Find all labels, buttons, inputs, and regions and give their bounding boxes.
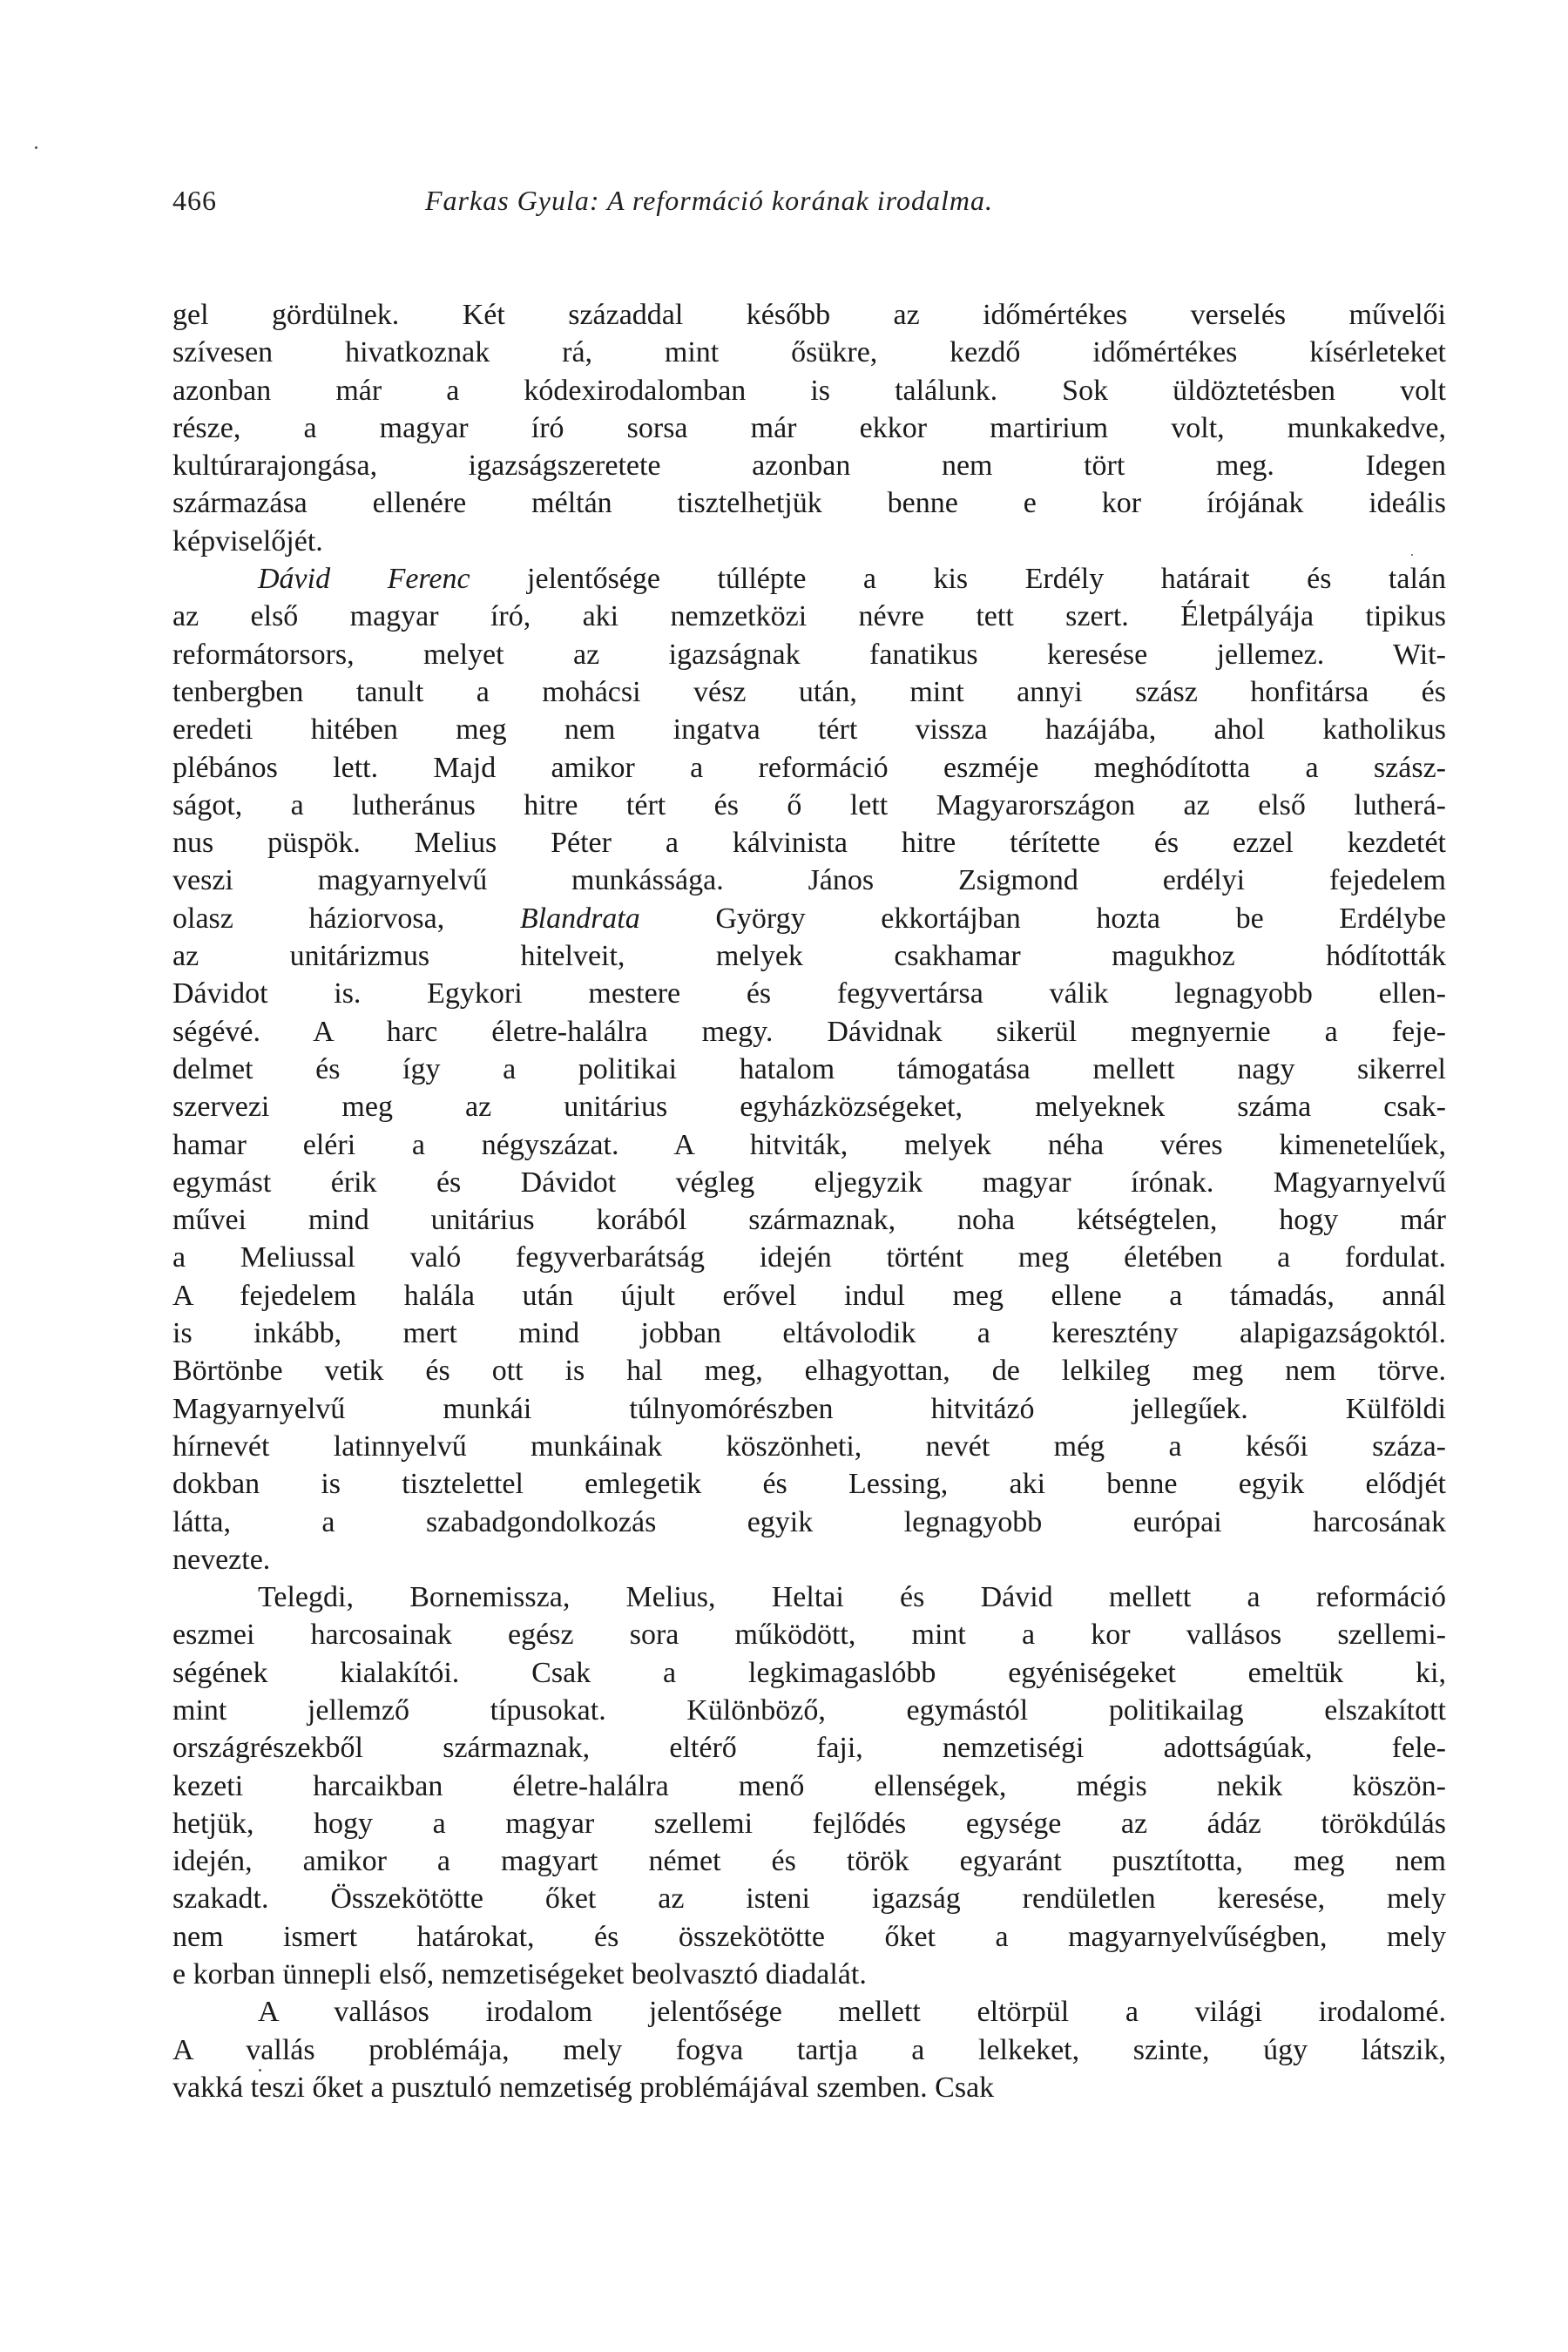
text-line — [172, 560, 1446, 598]
text-line: országrészekből származnak, eltérő faji, nemzetiségi adottságúak, fele- — [172, 1732, 1446, 1765]
text-line: képviselőjét. — [172, 524, 323, 558]
running-head: Farkas Gyula: A reformáció korának irodalma. — [425, 185, 993, 216]
text-line: látta, a szabadgondolkozás egyik legnagyobb európai harcosának — [172, 1505, 1446, 1538]
text-line: az első magyar író, aki nemzetközi névre tett szert. Életpályája tipikus — [172, 600, 1446, 633]
text-line: kezeti harcaikban életre-halálra menő ellenségek, mégis nekik köszön- — [172, 1769, 1446, 1802]
text-line: kultúrarajongása, igazságszeretete azonban nem tört meg. Idegen — [172, 449, 1446, 483]
text-line: e korban ünnepli első, nemzetiségeket beolvasztó diadalát. — [172, 1958, 867, 1991]
scan-speck — [1411, 554, 1413, 556]
text-line: dokban is tisztelettel emlegetik és Lessing, aki benne egyik elődjét — [172, 1468, 1446, 1501]
text-line: ságot, a lutheránus hitre tért és ő lett Magyarországon az első lutherá- — [172, 788, 1446, 821]
text-line: szervezi meg az unitárius egyházközségeket, melyeknek száma csak- — [172, 1091, 1446, 1124]
text-line: a Meliussal való fegyverbarátság idején történt meg életében a fordulat. — [172, 1241, 1446, 1274]
text-line: vakká teszi őket a pusztuló nemzetiség problémájával szemben. Csak — [172, 2071, 995, 2104]
text-line: nus püspök. Melius Péter a kálvinista hitre térítette és ezzel kezdetét — [172, 827, 1446, 860]
text-line: A vallás problémája, mely fogva tartja a lelkeket, szinte, úgy látszik, — [172, 2033, 1446, 2066]
text-segment: olasz háziorvosa, — [172, 902, 520, 935]
text-line: művei mind unitárius korából származnak, noha kétségtelen, hogy már — [172, 1204, 1446, 1237]
scan-speck — [35, 146, 37, 149]
text-line: nevezte. — [172, 1543, 271, 1576]
text-line: tenbergben tanult a mohácsi vész után, mint annyi szász honfitársa és — [172, 675, 1446, 708]
text-line: része, a magyar író sorsa már ekkor martirium volt, munkakedve, — [172, 411, 1446, 444]
text-line: is inkább, mert mind jobban eltávolodik a keresztény alapigazságoktól. — [172, 1317, 1446, 1350]
text-line: A fejedelem halála után újult erővel indul meg ellene a támadás, annál — [172, 1279, 1446, 1312]
text-line: gel gördülnek. Két századdal később az időmértékes verselés művelői — [172, 299, 1446, 331]
text-line: veszi magyarnyelvű munkássága. János Zsigmond erdélyi fejedelem — [172, 864, 1446, 897]
scan-speck — [259, 2069, 261, 2072]
text-line: hamar eléri a négyszázat. A hitviták, melyek néha véres kimenetelűek, — [172, 1128, 1446, 1161]
text-line: reformátorsors, melyet az igazságnak fanatikus keresése jellemez. Wit- — [172, 638, 1446, 671]
text-segment: jelentősége túllépte a kis Erdély határait és talán — [470, 563, 1446, 596]
text-line: eszmei harcosainak egész sora működött, mint a kor vallásos szellemi- — [172, 1619, 1446, 1652]
text-line: mint jellemző típusokat. Különböző, egymástól politikailag elszakított — [172, 1693, 1446, 1727]
text-line: plébános lett. Majd amikor a reformáció eszméje meghódította a szász- — [172, 751, 1446, 784]
text-line — [172, 900, 1446, 937]
text-line: Magyarnyelvű munkái túlnyomórészben hitvitázó jellegűek. Külföldi — [172, 1392, 1446, 1425]
text-line: egymást érik és Dávidot végleg eljegyzik magyar írónak. Magyarnyelvű — [172, 1166, 1446, 1199]
text-line: ségének kialakítói. Csak a legkimagaslóbb egyéniségeket emeltük ki, — [172, 1656, 1446, 1689]
page-header — [172, 181, 1446, 220]
text-line: azonban már a kódexirodalomban is találunk. Sok üldöztetésben volt — [172, 374, 1446, 407]
text-line: szívesen hivatkoznak rá, mint ősükre, kezdő időmértékes kísérleteket — [172, 336, 1446, 369]
text-line: hetjük, hogy a magyar szellemi fejlődés egysége az ádáz törökdúlás — [172, 1807, 1446, 1840]
italic-name: Blandrata — [519, 902, 640, 935]
text-line: eredeti hitében meg nem ingatva tért vissza hazájába, ahol katholikus — [172, 713, 1446, 747]
text-line: delmet és így a politikai hatalom támogatása mellett nagy sikerrel — [172, 1052, 1446, 1085]
text-line: nem ismert határokat, és összekötötte őket a magyarnyelvűségben, mely — [172, 1920, 1446, 1953]
text-line: Börtönbe vetik és ott is hal meg, elhagyottan, de lelkileg meg nem törve. — [172, 1355, 1446, 1388]
page-number: 466 — [172, 185, 217, 216]
text-segment: György ekkortájban hozta be Erdélybe — [639, 902, 1446, 935]
italic-name: Dávid Ferenc — [258, 563, 470, 596]
text-line: származása ellenére méltán tisztelhetjük benne e kor írójának ideális — [172, 487, 1446, 520]
text-line: hírnevét latinnyelvű munkáinak köszönheti, nevét még a késői száza- — [172, 1429, 1446, 1463]
text-line: A vallásos irodalom jelentősége mellett eltörpül a világi irodalomé. — [258, 1996, 1446, 2029]
text-line: Telegdi, Bornemissza, Melius, Heltai és Dávid mellett a reformáció — [258, 1581, 1446, 1614]
text-line: szakadt. Összekötötte őket az isteni igazság rendületlen keresése, mely — [172, 1882, 1446, 1916]
text-line: ségévé. A harc életre-halálra megy. Dávidnak sikerül megnyernie a feje- — [172, 1015, 1446, 1048]
text-line: idején, amikor a magyart német és török egyaránt pusztította, meg nem — [172, 1845, 1446, 1878]
body-text — [172, 296, 1446, 2106]
text-line: Dávidot is. Egykori mestere és fegyvertársa válik legnagyobb ellen- — [172, 977, 1446, 1010]
text-line: az unitárizmus hitelveit, melyek csakhamar magukhoz hódították — [172, 940, 1446, 973]
